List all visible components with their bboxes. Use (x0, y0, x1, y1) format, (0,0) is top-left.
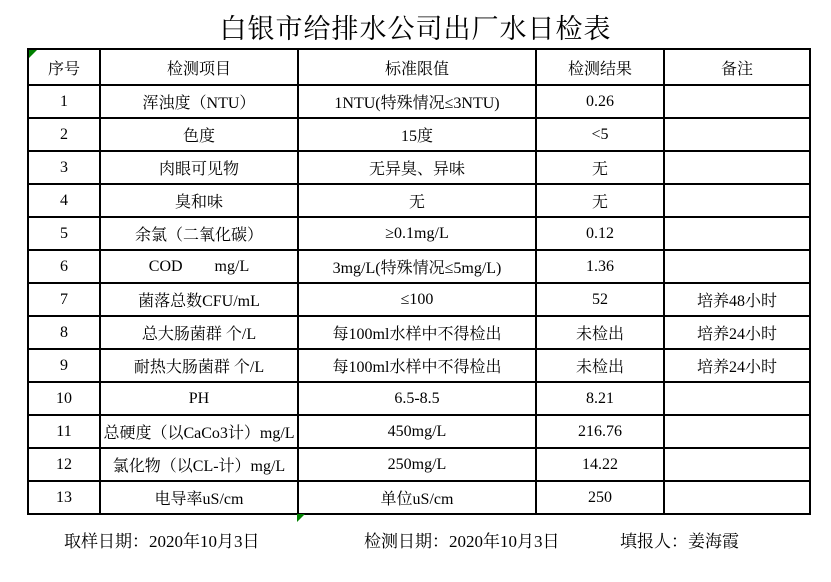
result-cell: 1.36 (536, 250, 664, 283)
row-number-cell: 1 (28, 85, 100, 118)
item-cell: 总硬度（以CaCo3计）mg/L (100, 415, 298, 448)
row-number-cell: 7 (28, 283, 100, 316)
row-number-cell: 2 (28, 118, 100, 151)
result-cell: 0.12 (536, 217, 664, 250)
result-cell: 未检出 (536, 316, 664, 349)
row-number-cell: 13 (28, 481, 100, 514)
result-cell: 8.21 (536, 382, 664, 415)
reporter-label: 填报人：姜海霞 (620, 532, 739, 551)
header-limit: 标准限值 (298, 49, 536, 85)
item-cell: 总大肠菌群 个/L (100, 316, 298, 349)
limit-cell: 3mg/L(特殊情况≤5mg/L) (298, 250, 536, 283)
result-cell: 14.22 (536, 448, 664, 481)
item-cell: 肉眼可见物 (100, 151, 298, 184)
note-cell (664, 184, 810, 217)
row-number-cell: 12 (28, 448, 100, 481)
daily-check-table (27, 48, 811, 515)
limit-cell: 无异臭、异味 (298, 151, 536, 184)
item-cell: 氯化物（以CL-计）mg/L (100, 448, 298, 481)
limit-cell: 每100ml水样中不得检出 (298, 349, 536, 382)
table-row (28, 250, 810, 283)
header-row (28, 49, 810, 85)
item-cell: 电导率uS/cm (100, 481, 298, 514)
item-cell: PH (100, 382, 298, 415)
sampling-date-label: 取样日期：2020年10月3日 (64, 532, 260, 551)
row-number-cell: 10 (28, 382, 100, 415)
note-cell: 培养24小时 (664, 349, 810, 382)
item-cell: 菌落总数CFU/mL (100, 283, 298, 316)
limit-cell: ≥0.1mg/L (298, 217, 536, 250)
row-number-cell: 11 (28, 415, 100, 448)
table-row (28, 184, 810, 217)
result-cell: 216.76 (536, 415, 664, 448)
row-number-cell: 5 (28, 217, 100, 250)
table-row (28, 118, 810, 151)
result-cell: 无 (536, 151, 664, 184)
item-cell: 浑浊度（NTU） (100, 85, 298, 118)
header-result: 检测结果 (536, 49, 664, 85)
result-cell: 未检出 (536, 349, 664, 382)
item-cell: 臭和味 (100, 184, 298, 217)
result-cell: 52 (536, 283, 664, 316)
note-cell (664, 250, 810, 283)
green-bottom-marker-icon (297, 514, 305, 522)
item-cell: 耐热大肠菌群 个/L (100, 349, 298, 382)
limit-cell: 250mg/L (298, 448, 536, 481)
result-cell: <5 (536, 118, 664, 151)
table-row (28, 85, 810, 118)
result-cell: 0.26 (536, 85, 664, 118)
item-cell: 余氯（二氧化碳） (100, 217, 298, 250)
footer (0, 527, 831, 551)
limit-cell: 单位uS/cm (298, 481, 536, 514)
row-number-cell: 4 (28, 184, 100, 217)
green-corner-marker-icon (29, 50, 37, 58)
limit-cell: 每100ml水样中不得检出 (298, 316, 536, 349)
row-number-cell: 3 (28, 151, 100, 184)
note-cell: 培养48小时 (664, 283, 810, 316)
item-cell: 色度 (100, 118, 298, 151)
header-note: 备注 (664, 49, 810, 85)
row-number-cell: 8 (28, 316, 100, 349)
row-number-cell: 6 (28, 250, 100, 283)
note-cell (664, 382, 810, 415)
note-cell (664, 415, 810, 448)
limit-cell: 450mg/L (298, 415, 536, 448)
limit-cell: ≤100 (298, 283, 536, 316)
header-no: 序号 (28, 49, 100, 85)
table-row (28, 448, 810, 481)
limit-cell: 6.5-8.5 (298, 382, 536, 415)
result-cell: 无 (536, 184, 664, 217)
page-title: 白银市给排水公司出厂水日检表 (219, 14, 612, 44)
table-row (28, 217, 810, 250)
testing-date-label: 检测日期：2020年10月3日 (364, 532, 560, 551)
note-cell (664, 118, 810, 151)
header-item: 检测项目 (100, 49, 298, 85)
note-cell (664, 481, 810, 514)
table-row (28, 481, 810, 514)
table-row (28, 349, 810, 382)
row-number-cell: 9 (28, 349, 100, 382)
table-row (28, 382, 810, 415)
limit-cell: 无 (298, 184, 536, 217)
item-cell: COD mg/L (100, 250, 298, 283)
table-row (28, 415, 810, 448)
note-cell (664, 448, 810, 481)
note-cell (664, 151, 810, 184)
limit-cell: 15度 (298, 118, 536, 151)
table-row (28, 283, 810, 316)
note-cell: 培养24小时 (664, 316, 810, 349)
note-cell (664, 217, 810, 250)
note-cell (664, 85, 810, 118)
result-cell: 250 (536, 481, 664, 514)
table-row (28, 316, 810, 349)
limit-cell: 1NTU(特殊情况≤3NTU) (298, 85, 536, 118)
table-row (28, 151, 810, 184)
